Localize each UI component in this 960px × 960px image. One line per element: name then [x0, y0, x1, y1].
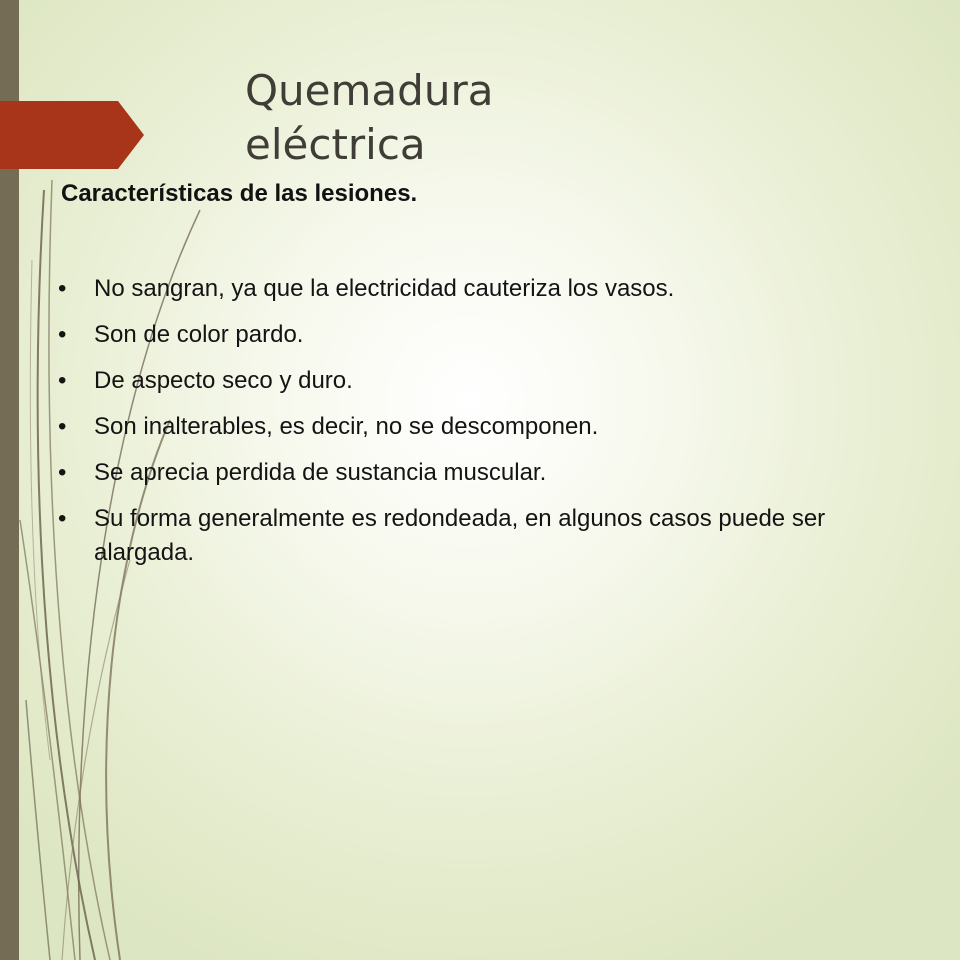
slide-subtitle: Características de las lesiones.	[61, 180, 418, 207]
bullet-text: De aspecto seco y duro.	[94, 367, 353, 394]
bullet-text: No sangran, ya que la electricidad cauteriza los vasos.	[94, 275, 675, 302]
bullet-marker: •	[58, 505, 67, 532]
bullet-item	[58, 272, 878, 306]
accent-tab	[0, 101, 144, 169]
bullet-item	[58, 318, 878, 352]
bullet-item	[58, 410, 878, 444]
bullet-marker: •	[58, 459, 67, 486]
bullet-text: Son inalterables, es decir, no se descomponen.	[94, 413, 599, 440]
bullet-text: Se aprecia perdida de sustancia muscular.	[94, 459, 547, 486]
bullet-marker: •	[58, 413, 67, 440]
bullet-list	[58, 272, 878, 582]
bullet-marker: •	[58, 275, 67, 302]
bullet-text: Son de color pardo.	[94, 321, 304, 348]
slide-title: Quemadura eléctrica	[245, 66, 494, 169]
bullet-item	[58, 502, 878, 570]
bullet-marker: •	[58, 367, 67, 394]
bullet-item	[58, 364, 878, 398]
bullet-item	[58, 456, 878, 490]
grass-stroke	[62, 560, 130, 960]
bullet-marker: •	[58, 321, 67, 348]
bullet-text: Su forma generalmente es redondeada, en algunos casos puede ser alargada.	[94, 505, 826, 566]
grass-stroke	[26, 700, 50, 960]
